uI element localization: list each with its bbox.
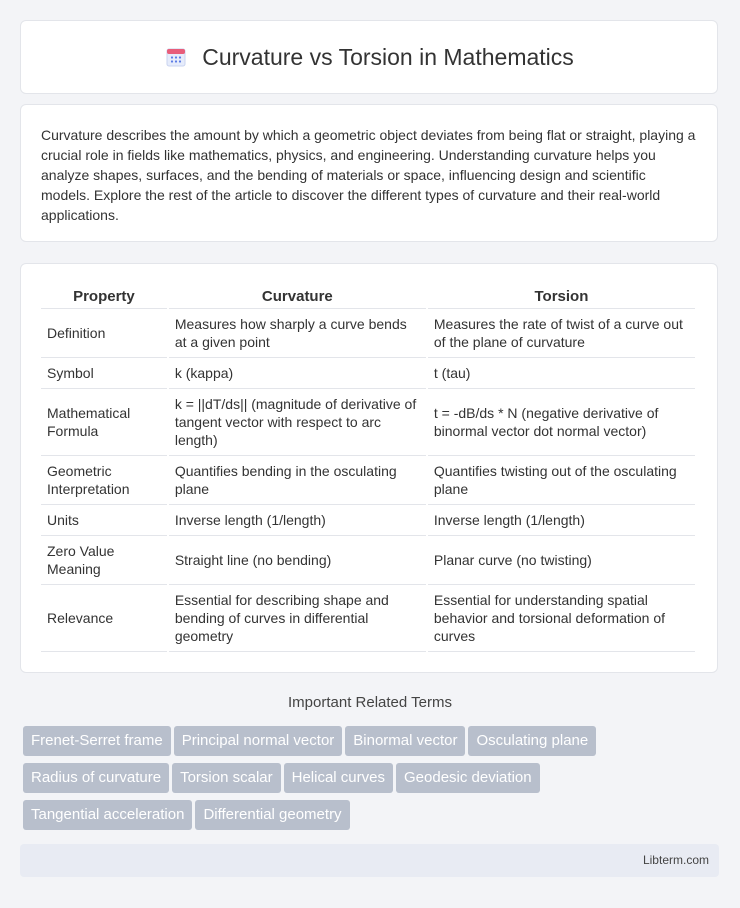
row-torsion: t (tau) (428, 358, 695, 389)
related-terms-list (23, 726, 723, 837)
tag-tangential-acceleration[interactable]: Tangential acceleration (23, 800, 192, 830)
comparison-table (39, 284, 697, 652)
table-row (41, 309, 695, 358)
row-torsion: Measures the rate of twist of a curve out of the plane of curvature (428, 309, 695, 358)
header-torsion: Torsion (428, 284, 695, 309)
row-curvature: Essential for describing shape and bending of curves in differential geometry (169, 585, 426, 652)
table-row (41, 456, 695, 505)
row-torsion: Inverse length (1/length) (428, 505, 695, 536)
footer (20, 844, 719, 877)
row-property: Definition (41, 309, 167, 358)
row-curvature: Quantifies bending in the osculating plane (169, 456, 426, 505)
tag-frenet-serret-frame[interactable]: Frenet-Serret frame (23, 726, 171, 756)
related-terms-title: Important Related Terms (288, 694, 452, 711)
comparison-card (20, 263, 718, 673)
row-curvature: Straight line (no bending) (169, 536, 426, 585)
row-property: Symbol (41, 358, 167, 389)
tag-geodesic-deviation[interactable]: Geodesic deviation (396, 763, 540, 793)
tag-torsion-scalar[interactable]: Torsion scalar (172, 763, 281, 793)
row-torsion: Quantifies twisting out of the osculating plane (428, 456, 695, 505)
header-curvature: Curvature (169, 284, 426, 309)
table-row (41, 389, 695, 456)
table-row (41, 585, 695, 652)
header-card (20, 20, 718, 94)
row-property: Mathematical Formula (41, 389, 167, 456)
page-title: Curvature vs Torsion in Mathematics (202, 43, 574, 70)
row-property: Zero Value Meaning (41, 536, 167, 585)
calendar-icon (164, 45, 188, 69)
row-property: Relevance (41, 585, 167, 652)
tag-helical-curves[interactable]: Helical curves (284, 763, 393, 793)
row-property: Units (41, 505, 167, 536)
intro-card (20, 104, 718, 242)
row-property: Geometric Interpretation (41, 456, 167, 505)
row-curvature: k (kappa) (169, 358, 426, 389)
table-row (41, 358, 695, 389)
row-curvature: Measures how sharply a curve bends at a given point (169, 309, 426, 358)
tag-osculating-plane[interactable]: Osculating plane (468, 726, 596, 756)
tag-principal-normal-vector[interactable]: Principal normal vector (174, 726, 343, 756)
row-torsion: t = -dB/ds * N (negative derivative of binormal vector dot normal vector) (428, 389, 695, 456)
intro-text: Curvature describes the amount by which a geometric object deviates from being flat or straight, playing a crucial role in fields like mathematics, physics, and engineering. Understanding curvature helps you analyze shapes, surfaces, and the bending of materials or space, influencing design and scientific models. Explore the rest of the article to discover the different types of curvature and their real-world applications. (41, 127, 696, 223)
row-curvature: Inverse length (1/length) (169, 505, 426, 536)
row-torsion: Planar curve (no twisting) (428, 536, 695, 585)
tag-radius-of-curvature[interactable]: Radius of curvature (23, 763, 169, 793)
table-header-row (41, 284, 695, 309)
tag-binormal-vector[interactable]: Binormal vector (345, 726, 465, 756)
tag-differential-geometry[interactable]: Differential geometry (195, 800, 349, 830)
table-row (41, 505, 695, 536)
footer-site-link[interactable]: Libterm.com (642, 853, 709, 867)
row-torsion: Essential for understanding spatial behavior and torsional deformation of curves (428, 585, 695, 652)
header-property: Property (41, 284, 167, 309)
table-row (41, 536, 695, 585)
row-curvature: k = ||dT/ds|| (magnitude of derivative of tangent vector with respect to arc length) (169, 389, 426, 456)
